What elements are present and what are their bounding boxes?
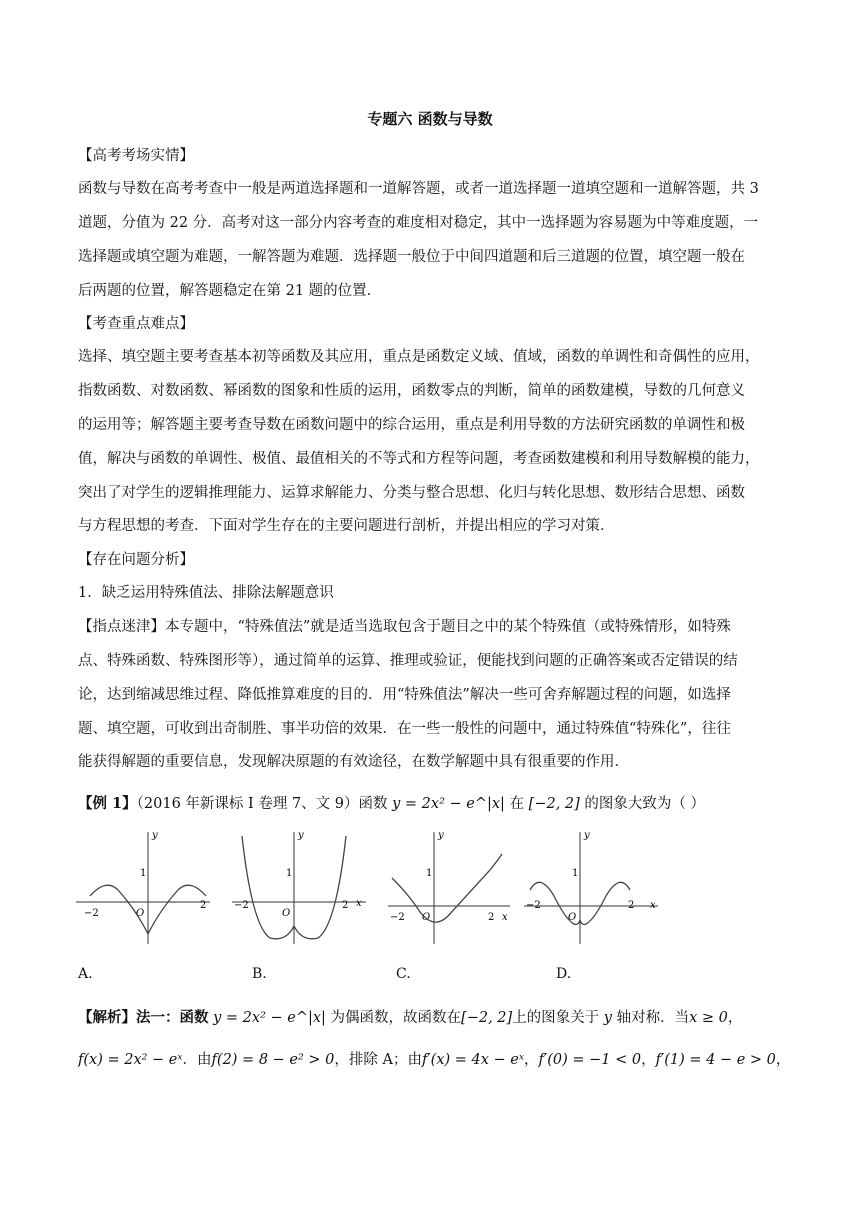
y-axis-label: y	[438, 830, 444, 841]
paragraph-line: 题、填空题，可收到出奇制胜、事半功倍的效果．在一些一般性的问题中，通过特殊值“特殊化”，往往	[78, 721, 731, 737]
x-axis-label: x	[650, 900, 656, 911]
section-heading-problem-analysis: 【存在问题分析】	[78, 552, 194, 568]
solution-expr: f′(1) = 4 − e > 0	[655, 1052, 776, 1068]
solution-expr: f(2) = 8 − e² > 0	[211, 1052, 335, 1068]
tick-label-pos2: 2	[200, 900, 207, 911]
paragraph-line: 指数函数、对数函数、幂函数的图象和性质的运用，函数零点的判断，简单的函数建模，导数的几何意义	[78, 383, 745, 399]
example-tail: 的图象大致为（ ）	[584, 796, 706, 812]
origin-label: O	[282, 908, 291, 919]
paragraph-line: 选择题或填空题为难题，一解答题为难题．选择题一般位于中间四道题和后三道题的位置，填空题一般在	[78, 249, 745, 265]
solution-text: ，排除 A；由	[334, 1052, 422, 1068]
tick-label-pos2: 2	[628, 900, 635, 911]
solution-text: ，	[775, 1052, 790, 1068]
paragraph-line: 点、特殊函数、特殊图形等），通过简单的运算、推理或验证，便能找到问题的正确答案或否定错误的结	[78, 653, 738, 669]
option-label-a: A.	[78, 966, 93, 982]
tick-label-neg2: −2	[234, 900, 249, 911]
tick-label-one: 1	[140, 868, 147, 879]
origin-label: O	[422, 912, 431, 923]
paragraph-line: 选择、填空题主要考查基本初等函数及其应用，重点是函数定义域、值域，函数的单调性和奇偶性的应用，	[78, 349, 760, 365]
solution-text: ，	[727, 1010, 743, 1026]
y-axis-label: y	[298, 830, 304, 841]
tick-label-neg2: −2	[390, 912, 405, 923]
example-interval: [−2, 2]	[528, 796, 580, 812]
solution-condition: x ≥ 0	[689, 1010, 728, 1026]
paragraph-line: 与方程思想的考查．下面对学生存在的主要问题进行剖析，并提出相应的学习对策．	[78, 518, 615, 534]
solution-function: y = 2x² − e^|x|	[213, 1010, 326, 1026]
tick-label-pos2: 2	[342, 900, 349, 911]
tick-label-pos2: 2	[488, 912, 495, 923]
paragraph-line: 的运用等；解答题主要考查导数在函数问题中的综合运用，重点是利用导数的方法研究函数的单调性和极	[78, 417, 745, 433]
solution-text: ，	[641, 1052, 656, 1068]
solution-text: 为偶函数，故函数在	[330, 1010, 462, 1026]
paragraph-line: 突出了对学生的逻辑推理能力、运算求解能力、分类与整合思想、化归与转化思想、数形结合思想、函数	[78, 485, 745, 501]
graph-option-d	[524, 826, 664, 948]
tick-label-neg2: −2	[526, 900, 541, 911]
tick-label-one: 1	[426, 868, 433, 879]
solution-var: y	[603, 1010, 612, 1026]
solution-text: ．由	[182, 1052, 212, 1068]
paragraph-line: 值，解决与函数的单调性、极值、最值相关的不等式和方程等问题，考查函数建模和利用导数解模的能力，	[78, 451, 760, 467]
example-question	[78, 794, 790, 814]
option-label-c: C.	[396, 966, 411, 982]
graph-option-a	[76, 826, 216, 948]
solution-expr: f′(x) = 4x − eˣ	[422, 1052, 525, 1068]
option-label-d: D.	[556, 966, 572, 982]
paragraph-line: 论，达到缩减思维过程、降低推算难度的目的．用“特殊值法”解决一些可舍弃解题过程的问题，如选择	[78, 687, 731, 703]
page-title: 专题六 函数与导数	[367, 110, 493, 128]
numbered-item: 1．缺乏运用特殊值法、排除法解题意识	[78, 585, 334, 601]
x-axis-label: x	[356, 898, 362, 909]
example-mid: 在	[509, 796, 525, 812]
curve	[392, 854, 502, 922]
example-function: y = 2x² − e^|x|	[392, 796, 505, 812]
example-label: 【例 1】	[78, 795, 137, 812]
x-axis-label: x	[502, 912, 508, 923]
solution-text: ，	[524, 1052, 539, 1068]
y-axis-label: y	[152, 830, 158, 841]
paragraph-line: 能获得解题的重要信息，发现解决原题的有效途径，在数学解题中具有很重要的作用．	[78, 754, 629, 770]
paragraph-line: 后两题的位置，解答题稳定在第 21 题的位置．	[78, 283, 382, 299]
solution-label: 【解析】法一：函数	[78, 1009, 209, 1026]
paragraph-line: 函数与导数在高考考查中一般是两道选择题和一道解答题，或者一道选择题一道填空题和一道解答题，共 3	[78, 181, 759, 197]
solution-expr: f′(0) = −1 < 0	[538, 1052, 642, 1068]
solution-line-2	[78, 1050, 790, 1070]
option-label-b: B.	[252, 966, 267, 982]
section-heading-exam-situation: 【高考考场实情】	[78, 148, 194, 164]
tick-label-one: 1	[286, 868, 293, 879]
paragraph-line: 【指点迷津】本专题中，“特殊值法”就是适当选取包含于题目之中的某个特殊值（或特殊情形，如特殊	[78, 619, 731, 635]
section-heading-key-points: 【考查重点难点】	[78, 316, 194, 332]
solution-text: 轴对称．当	[616, 1010, 690, 1026]
tick-label-one: 1	[572, 868, 579, 879]
example-source: （2016 年新课标 I 卷理 7、文 9）函数	[136, 796, 388, 812]
solution-interval: [−2, 2]	[461, 1010, 513, 1026]
origin-label: O	[568, 912, 577, 923]
solution-line-1	[78, 1008, 790, 1028]
y-axis-label: y	[584, 830, 590, 841]
solution-text: 上的图象关于	[512, 1010, 600, 1026]
tick-label-neg2: −2	[84, 908, 99, 919]
solution-expr: f(x) = 2x² − eˣ	[78, 1052, 183, 1068]
graph-option-b	[232, 826, 372, 948]
paragraph-line: 道题，分值为 22 分．高考对这一部分内容考查的难度相对稳定，其中一选择题为容易题为中等难度题，一	[78, 215, 759, 231]
graph-option-c	[388, 826, 518, 948]
origin-label: O	[136, 908, 145, 919]
